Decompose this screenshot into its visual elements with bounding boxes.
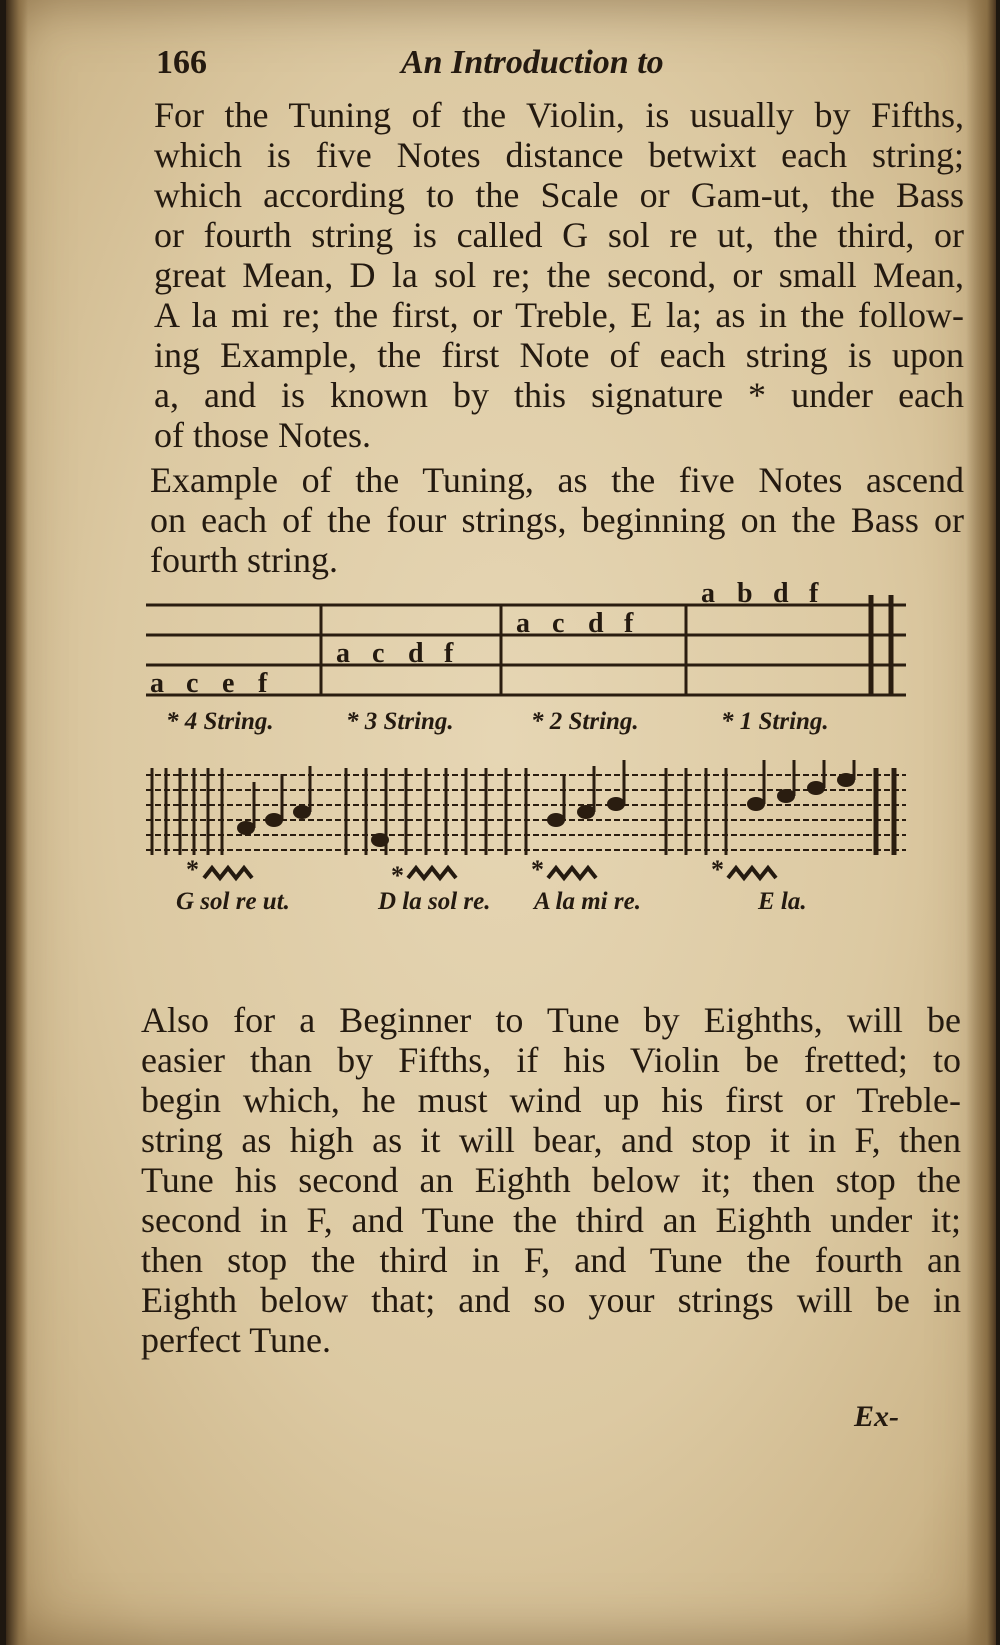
paragraph-example-intro	[150, 460, 964, 580]
text-line: second in F, and Tune the third an Eighth under it;	[141, 1200, 961, 1240]
tab-letter: f	[809, 578, 819, 609]
string-label: * 3 String.	[346, 708, 454, 735]
flourish-mark	[548, 868, 596, 878]
note-names	[146, 888, 956, 924]
note-name: G sol re ut.	[176, 888, 290, 915]
running-title: An Introduction to	[401, 44, 664, 81]
text-line: A la mi re; the first, or Treble, E la; as in the follow-	[154, 295, 964, 335]
text-line: fourth string.	[150, 540, 338, 580]
flourish-mark	[204, 868, 252, 878]
text-line: Eighth below that; and so your strings will be in	[141, 1280, 961, 1320]
book-gutter	[6, 0, 28, 1645]
text-line: easier than by Fifths, if his Violin be fretted; to	[141, 1040, 961, 1080]
signature-mark: *	[711, 855, 724, 884]
text-line: string as high as it will bear, and stop it in F, then	[141, 1120, 961, 1160]
text-line: Tune his second an Eighth below it; then stop the	[141, 1160, 961, 1200]
text-line: which according to the Scale or Gam-ut, the Bass	[154, 175, 964, 215]
string-label: * 1 String.	[721, 708, 829, 735]
staff-notation	[146, 760, 956, 860]
text-line: a, and is known by this signature * under each	[154, 375, 964, 415]
tab-letter: c	[372, 638, 385, 669]
text-line: For the Tuning of the Violin, is usually by Fifths,	[154, 95, 964, 135]
string-labels	[146, 708, 956, 744]
signature-marks	[146, 855, 956, 890]
catchword: Ex-	[854, 1400, 899, 1433]
tab-letter: f	[624, 608, 634, 639]
text-line: then stop the third in F, and Tune the fourth an	[141, 1240, 961, 1280]
tab-letter: d	[773, 578, 789, 609]
tab-letter: a	[150, 668, 164, 699]
tab-letter: a	[516, 608, 530, 639]
text-line: Example of the Tuning, as the five Notes ascend	[150, 460, 964, 500]
tab-letter: c	[186, 668, 199, 699]
string-label: * 4 String.	[166, 708, 274, 735]
signature-mark: *	[531, 855, 544, 884]
text-line: great Mean, D la sol re; the second, or small Mean,	[154, 255, 964, 295]
text-line: begin which, he must wind up his first or Treble-	[141, 1080, 961, 1120]
tab-letter: f	[258, 668, 268, 699]
text-line: on each of the four strings, beginning on the Bass or	[150, 500, 964, 540]
text-line: or fourth string is called G sol re ut, the third, or	[154, 215, 964, 255]
text-line: of those Notes.	[154, 415, 371, 455]
tab-letter: a	[336, 638, 350, 669]
text-line: ing Example, the first Note of each string is upon	[154, 335, 964, 375]
text-line: which is five Notes distance betwixt each string;	[154, 135, 964, 175]
tab-letter: b	[737, 578, 753, 609]
tab-letter: f	[444, 638, 454, 669]
book-page	[6, 0, 996, 1645]
note-name: E la.	[758, 888, 807, 915]
string-label: * 2 String.	[531, 708, 639, 735]
page-edge	[966, 0, 996, 1645]
tab-letter: a	[701, 578, 715, 609]
tablature-staff	[146, 578, 956, 705]
tab-letter: d	[408, 638, 424, 669]
paragraph-tuning-by-fifths	[154, 95, 964, 455]
note-name: A la mi re.	[534, 888, 641, 915]
tab-letter: e	[222, 668, 235, 699]
note-name: D la sol re.	[378, 888, 491, 915]
flourish-mark	[728, 868, 776, 878]
paragraph-tuning-by-eighths	[141, 1000, 961, 1360]
page-number: 166	[156, 44, 207, 81]
tab-letter: c	[552, 608, 565, 639]
page-header	[156, 44, 946, 94]
tab-letter: d	[588, 608, 604, 639]
signature-mark: *	[186, 855, 199, 884]
signature-mark: *	[391, 861, 404, 890]
text-line: Also for a Beginner to Tune by Eighths, will be	[141, 1000, 961, 1040]
text-line: perfect Tune.	[141, 1320, 331, 1360]
flourish-mark	[408, 868, 456, 878]
